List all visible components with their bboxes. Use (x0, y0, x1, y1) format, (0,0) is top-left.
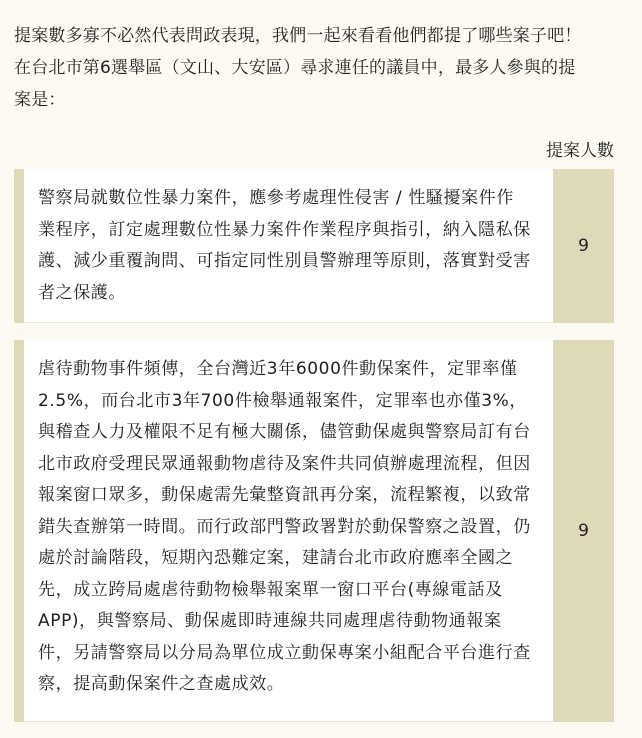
proposal-row (14, 340, 614, 722)
row-accent-stripe (14, 169, 24, 323)
proposal-count: 9 (553, 340, 614, 722)
intro-paragraph (14, 20, 626, 116)
row-accent-stripe (14, 340, 24, 722)
intro-line-2: 在台北市第6選舉區（文山、大安區）尋求連任的議員中，最多人參與的提 (14, 58, 576, 78)
proposal-count-header: 提案人數 (546, 141, 614, 161)
proposal-row (14, 169, 614, 323)
proposal-text: 虐待動物事件頻傳，全台灣近3年6000件動保案件，定罪率僅2.5%，而台北市3年700件檢舉通報案件，定罪率也亦僅3%，與稽查人力及權限不足有極大關係，儘管動保處與警察局訂有台北市政府受理民眾通報動物虐待及案件共同偵辦處理流程，但因報案窗口眾多，動保處需先彙整資訊再分案，流程繁複，以致常錯失查辦第一時間。而行政部門警政署對於動保警察之設置，仍處於討論階段，短期內恐難定案，建請台北市政府應率全國之先，成立跨局處虐待動物檢舉報案單一窗口平台(專線電話及APP)，與警察局、動保處即時連線共同處理虐待動物通報案件，另請警察局以分局為單位成立動保專案小組配合平台進行查察，提高動保案件之查處成效。 (24, 340, 553, 722)
intro-line-3: 案是： (14, 90, 66, 110)
proposal-count: 9 (553, 169, 614, 323)
intro-line-1: 提案數多寡不必然代表問政表現，我們一起來看看他們都提了哪些案子吧！ (14, 26, 582, 46)
proposal-text: 警察局就數位性暴力案件，應參考處理性侵害 / 性騷擾案件作業程序，訂定處理數位性暴力案件作業程序與指引，納入隱私保護、減少重覆詢問、可指定同性別員警辦理等原則，落實對受害者之保護。 (24, 169, 553, 323)
